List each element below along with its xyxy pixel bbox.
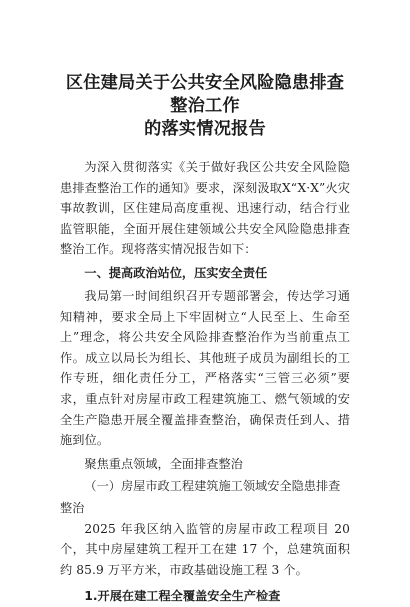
- document-title-line-2: 的落实情况报告: [144, 119, 266, 139]
- section-1-heading: 一、提高政治站位，压实安全责任: [84, 265, 268, 280]
- document-title: [60, 72, 350, 141]
- item-1-heading: 1.开展在建工程全覆盖安全生产检查: [84, 588, 281, 603]
- document-title-line-1: 区住建局关于公共安全风险隐患排查整治工作: [65, 73, 345, 116]
- intro-paragraph: 为深入贯彻落实《关于做好我区公共安全风险隐患排查整治工作的通知》要求，深刻汲取X“X·X”火灾事故教训，区住建局高度重视、迅速行动，结合行业监管职能，全面开展住建领域公共安全风险隐患排查整治工作。现将落实情况报告如下：: [60, 160, 350, 257]
- subsection-1-paragraph: 2025 年我区纳入监管的房屋市政工程项目 20 个，其中房屋建筑工程开工在建 17 个，总建筑面积约 85.9 万平方米，市政基础设施工程 3 个。: [60, 521, 350, 577]
- subsection-1-heading: （一）房屋市政工程建筑施工领域安全隐患排查整治: [60, 478, 341, 515]
- section-1-paragraph: 我局第一时间组织召开专题部署会，传达学习通知精神，要求全局上下牢固树立“人民至上、生命至上”理念，将公共安全风险排查整治作为当前重点工作。成立以局长为组长、其他班子成员为副组长的工作专班，细化责任分工，严格落实“三管三必须”要求，重点针对房屋市政工程建筑施工、燃气领域的安全生产隐患开展全覆盖排查整治，确保责任到人、措施到位。: [60, 288, 350, 448]
- section-2-heading: 聚焦重点领域，全面排查整治: [84, 456, 243, 471]
